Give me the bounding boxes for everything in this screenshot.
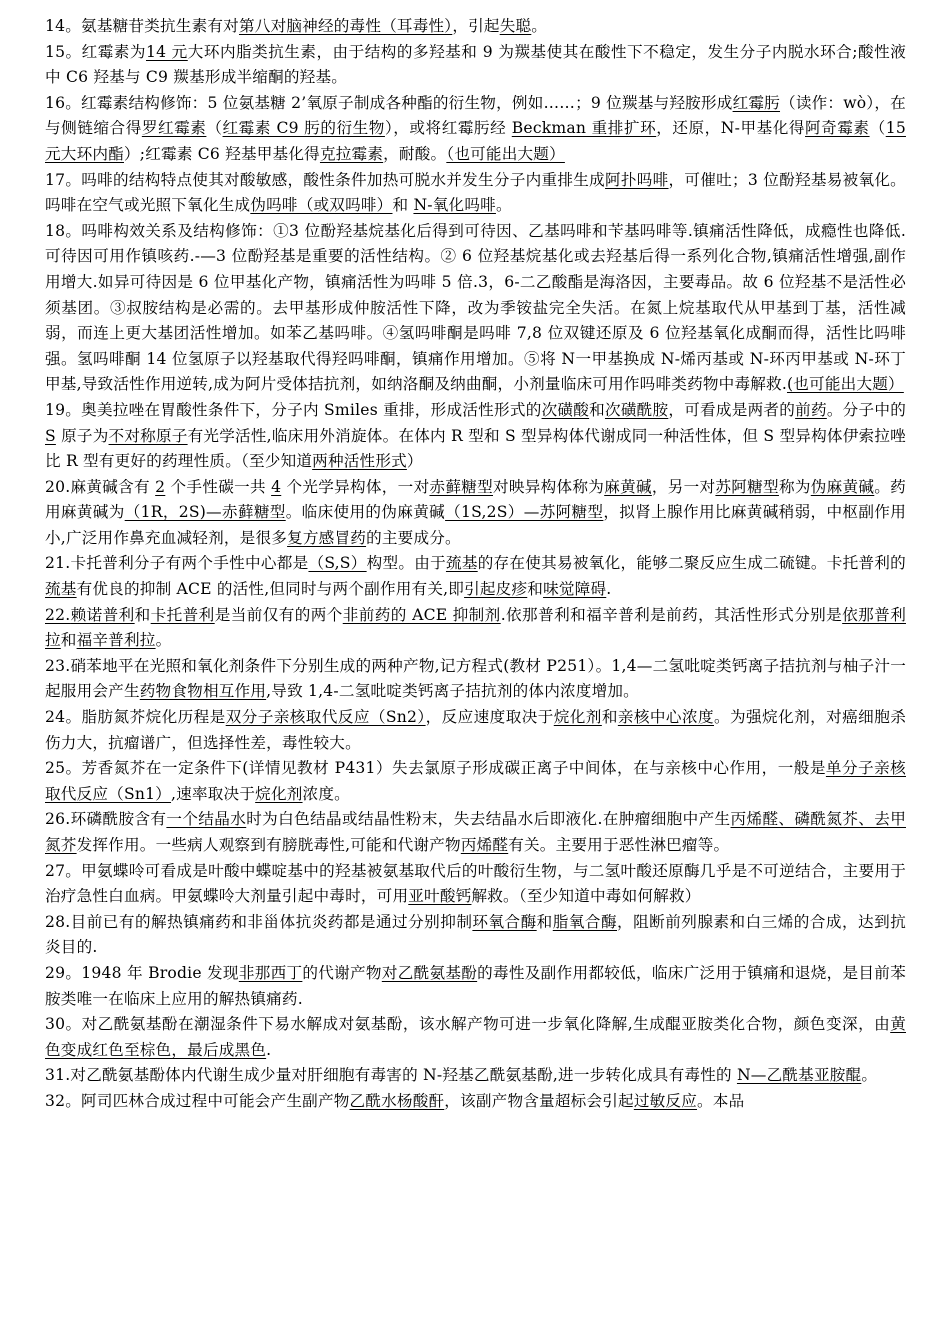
underlined-term: 红霉肟 — [732, 93, 781, 112]
text-run: 称为 — [778, 477, 811, 496]
underlined-term: （S,S） — [308, 554, 367, 573]
text-run: 和 — [527, 580, 544, 599]
underlined-term: （1S,2S）—苏阿糖型 — [445, 503, 604, 522]
underlined-term: 罗红霉素 — [141, 119, 207, 138]
paragraph — [45, 91, 906, 168]
text-run: 的毒性及副作用都较低，临床广泛用于镇痛和退烧，是目前苯胺类唯一在临床上应用的解热镇痛药. — [45, 963, 906, 1008]
text-run: （ — [206, 119, 223, 138]
underlined-term: 克拉霉素 — [319, 144, 384, 163]
underlined-term: 14 元 — [145, 42, 188, 61]
paragraph — [45, 756, 906, 807]
underlined-term: 环氧合酶 — [472, 912, 537, 931]
underlined-term: Beckman 重排扩环 — [511, 119, 657, 138]
text-run: 28.目前已有的解热镇痛药和非甾体抗炎药都是通过分别抑制 — [45, 912, 473, 931]
text-run: 20.麻黄碱含有 — [45, 477, 156, 496]
underlined-term: 2 — [155, 477, 166, 496]
paragraph — [45, 40, 906, 91]
underlined-term: 丙烯醛 — [460, 836, 509, 854]
text-run: 23.硝苯地平在光照和氧化剂条件下分别生成的两种产物,记方程式(教材 P251）。1,4—二氢吡啶类钙离子拮抗剂与柚子汁一起服用会产生 — [45, 656, 906, 701]
text-run: 18。吗啡构效关系及结构修饰：①3 位酚羟基烷基化后得到可待因、乙基吗啡和苄基吗啡等.镇痛活性降低，成瘾性也降低.可待因可用作镇咳药.-—3 位酚羟基是重要的活性结构。② 6 位羟基烷基化或去羟基后得一系列化合物,镇痛活性增强,副作用增大.如异可待因是 6 位甲基化产物，镇痛活性为吗啡 5 倍.3，6-二乙酸酯是海洛因，主要毒品。故 6 位羟基不是活性必须基团。③叔胺结构是必需的。去甲基形成仲胺活性下降，改为季铵盐完全失活。在氮上烷基取代从甲基到丁基，活性减弱，而连上更大基团活性增加。如苯乙基吗啡。④氢吗啡酮是吗啡 7,8 位双键还原及 6 位羟基氧化成酮而得，活性比吗啡强。氢吗啡酮 14 位氢原子以羟基取代得羟吗啡酮，镇痛作用增加。⑤将 N一甲基换成 N-烯丙基或 N-环丙甲基或 N-环丁甲基,导致活性作用逆转,成为阿片受体拮抗剂，如纳洛酮及纳曲酮，小剂量临床可用作吗啡类药物中毒解救. — [45, 221, 906, 394]
text-run: 个手性碳一共 — [165, 477, 272, 496]
text-run: 27。甲氨蝶呤可看成是叶酸中蝶啶基中的羟基被氨基取代后的叶酸衍生物，与二氢叶酸还原酶几乎是不可逆结合，主要用于治疗急性白血病。甲氨蝶呤大剂量引起中毒时，可用 — [45, 861, 906, 906]
text-run: 的主要成分。 — [366, 528, 461, 547]
text-run: 对映异构体称为 — [493, 477, 605, 496]
text-run: ,速率取决于 — [171, 784, 256, 803]
underlined-term: 亚叶酸钙 — [408, 887, 472, 906]
text-run: ，还原，N-甲基化得 — [656, 119, 806, 138]
underlined-term: 22. — [45, 605, 71, 624]
text-run: 的存在使其易被氧化，能够二聚反应生成二硫键。卡托普利的 — [477, 554, 906, 573]
underlined-term: S — [45, 426, 56, 445]
underlined-term: 赤藓糖型 — [429, 477, 493, 496]
underlined-term: 伪吗啡（或双吗啡） — [250, 196, 393, 215]
paragraph — [45, 910, 906, 961]
underlined-term: 烷化剂 — [255, 784, 303, 803]
text-run: .依那普利和福辛普利是前药，其活性形式分别是 — [500, 605, 843, 624]
text-run: 21.卡托普利分子有两个手性中心都是 — [45, 554, 309, 573]
text-run: ，耐酸。 — [383, 144, 447, 163]
text-run: ,导致 1,4-二氢吡啶类钙离子拮抗剂的体内浓度增加。 — [266, 682, 639, 701]
underlined-term: 两种活性形式 — [312, 452, 407, 471]
paragraph — [45, 807, 906, 858]
underlined-term: 第八对脑神经的毒性（耳毒性） — [238, 17, 453, 35]
text-run: 24。脂肪氮芥烷化历程是 — [45, 708, 226, 727]
text-run: 解救。（至少知道中毒如何解救） — [471, 887, 701, 906]
text-run: ，引起 — [452, 17, 500, 35]
paragraph — [45, 551, 906, 602]
text-run: 有光学活性,临床用外消旋体。在体内 R 型和 S 型异构体代谢成同一种活性体，但 S 型异构体伊索拉唑比 R 型有更好的药理性质。（至少知道 — [45, 426, 906, 471]
underlined-term: 15 元大环内酯 — [45, 119, 906, 163]
underlined-term: 药物食物相互作用 — [139, 682, 267, 701]
text-run: 和 — [134, 605, 151, 624]
underlined-term: N-氧化吗啡 — [413, 196, 496, 215]
underlined-term: 前药 — [795, 400, 827, 419]
paragraph — [45, 475, 906, 552]
paragraph — [45, 1012, 906, 1063]
text-run: 29。1948 年 Brodie 发现 — [45, 963, 239, 982]
underlined-term: 双分子亲核取代反应（Sn2） — [225, 708, 426, 727]
underlined-term: 对乙酰氨基酚 — [381, 963, 478, 982]
underlined-term: 单分子亲核取代反应（Sn1） — [45, 759, 906, 803]
underlined-term: 巯基 — [445, 554, 478, 573]
text-run: ），或将红霉肟经 — [384, 119, 512, 138]
underlined-term: N—乙酰基亚胺醌 — [736, 1066, 862, 1085]
text-run: 浓度。 — [302, 784, 350, 803]
underlined-term: 乙酰水杨酸酐 — [349, 1091, 445, 1110]
text-run: 32。阿司匹林合成过程中可能会产生副产物 — [45, 1091, 350, 1110]
underlined-term: 巯基 — [45, 580, 77, 599]
underlined-term: 失聪 — [499, 17, 532, 35]
text-run: 。 — [531, 17, 548, 35]
paragraph — [45, 705, 906, 756]
underlined-term: 过敏反应 — [633, 1091, 698, 1110]
paragraph — [45, 398, 906, 475]
text-run: 16。红霉素结构修饰：5 位氨基糖 2’氧原子制成各种酯的衍生物，例如……；9 位羰基与羟胺形成 — [45, 93, 733, 112]
text-run: 原子为 — [55, 426, 109, 445]
text-run: 。临床使用的伪麻黄碱 — [285, 503, 446, 522]
underlined-term: 麻黄碱 — [604, 477, 652, 496]
underlined-term: 一个结晶水 — [166, 810, 247, 829]
text-run: 。 — [495, 196, 512, 215]
text-run: 时为白色结晶或结晶性粉末，失去结晶水后即液化.在肿瘤细胞中产生 — [246, 810, 731, 829]
text-run: 。 — [861, 1066, 878, 1085]
text-run: 25。芳香氮芥在一定条件下(详情见教材 P431）失去氯原子形成碳正离子中间体，在与亲核中心作用，一般是 — [45, 759, 826, 778]
text-run: 发挥作用。一些病人观察到有膀胱毒性,可能和代谢产物 — [76, 836, 461, 854]
paragraph — [45, 654, 906, 705]
paragraph — [45, 1089, 906, 1115]
text-run: 14。氨基糖苷类抗生素有对 — [45, 17, 239, 35]
underlined-term: 亲核中心浓度 — [617, 708, 714, 727]
underlined-term: 红霉素 C9 肟的衍生物 — [222, 119, 385, 138]
text-run: 。为强烷化剂，对癌细胞杀伤力大，抗瘤谱广，但选择性差，毒性较大。 — [45, 708, 907, 752]
underlined-term: 黄色变成红色至棕色，最后成黑色 — [45, 1015, 906, 1059]
text-run: ，可催吐；3 位酚羟基易被氧化。吗啡在空气或光照下氧化生成 — [45, 170, 906, 215]
text-run: 。 — [155, 631, 172, 650]
text-run: 30。对乙酰氨基酚在潮湿条件下易水解成对氨基酚，该水解产物可进一步氧化降解,生成醌亚胺类化合物，颜色变深，由 — [45, 1015, 891, 1034]
text-run: ，另一对 — [651, 477, 716, 496]
underlined-term: 福辛普利拉 — [76, 631, 156, 650]
text-run: 是当前仅有的两个 — [214, 605, 343, 624]
underlined-term: 阿扑吗啡 — [605, 170, 669, 189]
text-run: . — [266, 1040, 272, 1059]
paragraph — [45, 961, 906, 1012]
text-run: 和 — [536, 912, 553, 931]
text-run: ，该副产物含量超标会引起 — [444, 1091, 634, 1110]
underlined-term: 赖诺普利 — [70, 605, 135, 624]
underlined-term: 味觉障碍 — [543, 580, 607, 599]
underlined-term: 次磺酸 — [541, 400, 590, 419]
text-run: 和 — [601, 708, 618, 727]
text-run: 构型。由于 — [366, 554, 446, 573]
text-run: . — [606, 580, 612, 599]
underlined-term: (也可能出大题） — [786, 375, 904, 394]
text-run: 有关。主要用于恶性淋巴瘤等。 — [508, 836, 730, 854]
underlined-term: 4 — [271, 477, 282, 496]
text-run: ，反应速度取决于 — [425, 708, 554, 727]
text-run: 和 — [60, 631, 77, 650]
underlined-term: 阿奇霉素 — [805, 119, 870, 138]
text-run: ）;红霉素 C6 羟基甲基化得 — [123, 144, 320, 163]
paragraph — [45, 1063, 906, 1089]
underlined-term: 丙烯醛、磷酰氮芥、去甲氮芥 — [45, 810, 906, 854]
text-run: 26.环磷酰胺含有 — [45, 810, 167, 829]
text-run: 有优良的抑制 ACE 的活性,但同时与两个副作用有关,即 — [76, 580, 465, 599]
paragraph — [45, 168, 906, 219]
underlined-term: 卡托普利 — [150, 605, 215, 624]
text-run: （ — [869, 119, 886, 138]
underlined-term: 非前药的 ACE 抑制剂 — [342, 605, 501, 624]
underlined-term: 引起皮疹 — [464, 580, 528, 599]
text-run: ，可看成是两者的 — [668, 400, 796, 419]
underlined-term: 脂氧合酶 — [552, 912, 618, 931]
text-run: 15。红霉素为 — [45, 42, 146, 61]
text-run: 大环内脂类抗生素，由于结构的多羟基和 9 为羰基使其在酸性下不稳定，发生分子内脱水环合;酸性液中 C6 羟基与 C9 羰基形成半缩酮的羟基。 — [45, 42, 906, 87]
underlined-term: （1R，2S)—赤藓糖型 — [124, 503, 286, 522]
text-run: 。分子中的 — [826, 400, 907, 419]
paragraph — [45, 603, 906, 654]
paragraph — [45, 859, 906, 910]
underlined-term: 烷化剂 — [553, 708, 602, 727]
text-run: 的代谢产物 — [302, 963, 382, 982]
underlined-term: 不对称原子 — [108, 426, 188, 445]
underlined-term: 苏阿糖型 — [715, 477, 779, 496]
underlined-term: （也可能出大题） — [446, 144, 565, 163]
text-run: 个光学异构体，一对 — [281, 477, 430, 496]
text-run: 19。奥美拉唑在胃酸性条件下，分子内 Smiles 重排，形成活性形式的 — [45, 400, 542, 419]
underlined-term: 伪麻黄碱 — [810, 477, 875, 496]
text-run: 。药用麻黄碱为 — [45, 477, 906, 522]
text-run: 31.对乙酰氨基酚体内代谢生成少量对肝细胞有毒害的 N-羟基乙酰氨基酚,进一步转化成具有毒性的 — [45, 1066, 737, 1085]
paragraph — [45, 14, 906, 40]
text-run: 17。吗啡的结构特点使其对酸敏感，酸性条件加热可脱水并发生分子内重排生成 — [45, 170, 606, 189]
text-run: ，拟肾上腺作用比麻黄碱稍弱，中枢副作用小,广泛用作鼻充血减轻剂，是很多 — [45, 503, 906, 547]
underlined-term: 复方感冒药 — [287, 528, 367, 547]
underlined-term: 次磺酰胺 — [604, 400, 669, 419]
text-run: （读作：wò），在与侧链缩合得 — [45, 93, 906, 138]
underlined-term: 依那普利拉 — [45, 605, 906, 650]
text-run: ） — [406, 452, 423, 471]
text-run: 和 — [589, 400, 605, 419]
text-run: 和 — [392, 196, 414, 215]
text-run: 。本品 — [697, 1091, 745, 1110]
underlined-term: 非那西丁 — [238, 963, 303, 982]
paragraph — [45, 219, 906, 398]
text-run: ，阻断前列腺素和白三烯的合成，达到抗炎目的. — [45, 912, 906, 957]
